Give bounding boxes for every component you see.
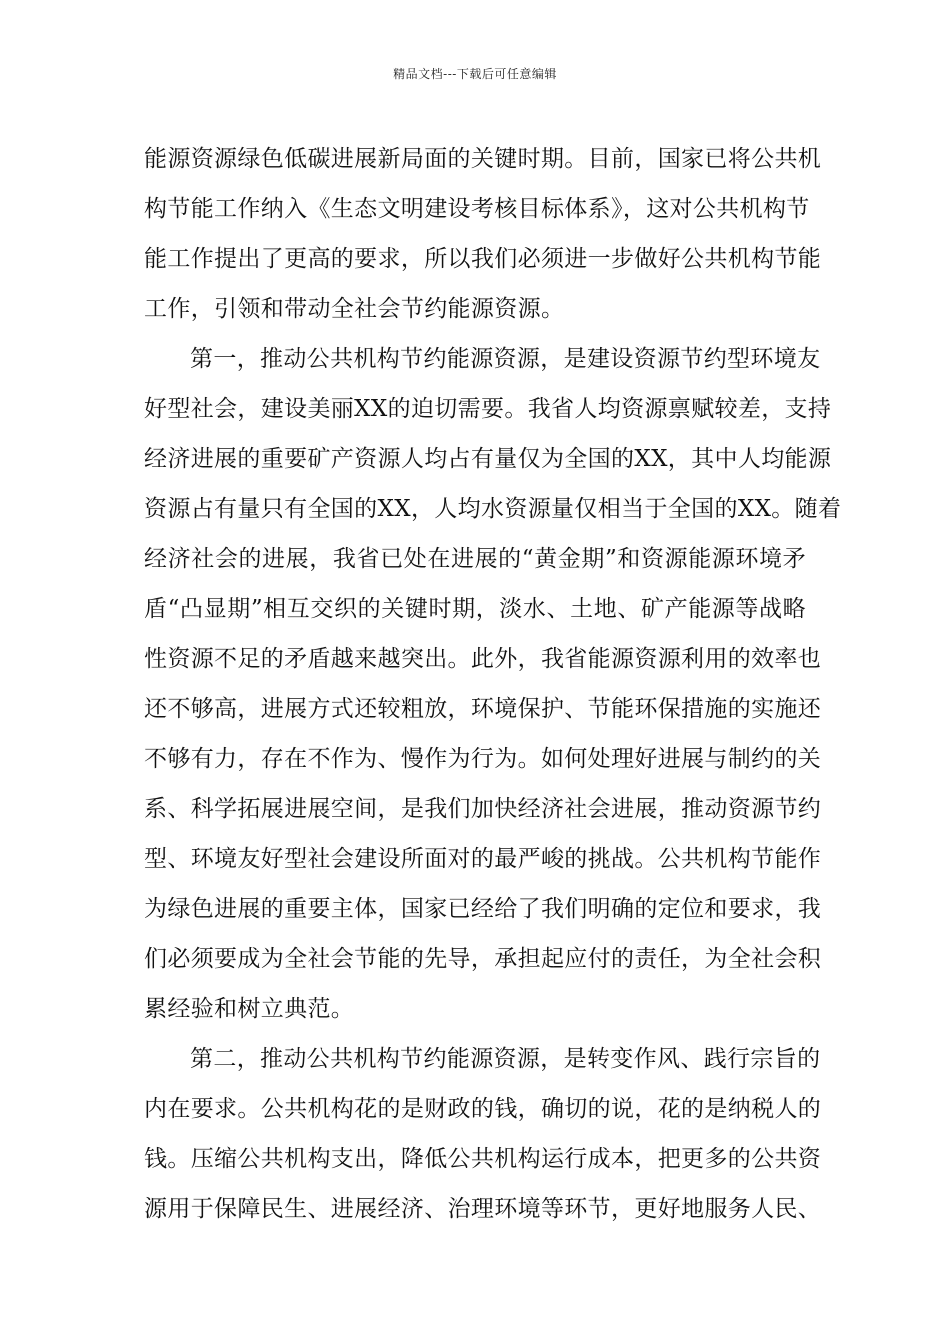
page-header: 精品文档---下载后可任意编辑 (393, 67, 557, 81)
text-line: 内在要求。公共机构花的是财政的钱，确切的说，花的是纳税人的 (144, 1096, 822, 1122)
text-line: 构节能工作纳入《生态文明建设考核目标体系》，这对公共机构节 (144, 196, 810, 222)
text-line: 资源占有量只有全国的XX，人均水资源量仅相当于全国的XX。随着 (144, 496, 842, 522)
text-line: 为绿色进展的重要主体，国家已经给了我们明确的定位和要求，我 (144, 896, 822, 922)
document-body (144, 134, 842, 1234)
text-line: 第二，推动公共机构节约能源资源，是转变作风、践行宗旨的 (190, 1046, 821, 1072)
text-line: 盾“凸显期”相互交织的关键时期，淡水、土地、矿产能源等战略 (144, 596, 806, 622)
text-line: 工作，引领和带动全社会节约能源资源。 (144, 296, 565, 322)
text-line: 能工作提出了更高的要求，所以我们必须进一步做好公共机构节能 (144, 246, 822, 272)
text-line: 们必须要成为全社会节能的先导，承担起应付的责任，为全社会积 (144, 946, 822, 972)
paragraph (144, 134, 822, 334)
text-line: 经济进展的重要矿产资源人均占有量仅为全国的XX，其中人均能源 (144, 446, 832, 472)
text-line: 钱。压缩公共机构支出，降低公共机构运行成本，把更多的公共资 (144, 1146, 822, 1172)
paragraph (144, 334, 842, 1034)
text-line: 源用于保障民生、进展经济、治理环境等环节，更好地服务人民、 (144, 1196, 822, 1222)
text-line: 性资源不足的矛盾越来越突出。此外，我省能源资源利用的效率也 (144, 646, 822, 672)
text-line: 累经验和树立典范。 (144, 996, 355, 1022)
text-line: 型、环境友好型社会建设所面对的最严峻的挑战。公共机构节能作 (144, 846, 822, 872)
text-line: 系、科学拓展进展空间，是我们加快经济社会进展，推动资源节约 (144, 796, 822, 822)
text-line: 不够有力，存在不作为、慢作为行为。如何处理好进展与制约的关 (144, 746, 822, 772)
text-line: 经济社会的进展，我省已处在进展的“黄金期”和资源能源环境矛 (144, 546, 806, 572)
text-line: 还不够高，进展方式还较粗放，环境保护、节能环保措施的实施还 (144, 696, 822, 722)
text-line: 好型社会，建设美丽XX的迫切需要。我省人均资源禀赋较差，支持 (144, 396, 832, 422)
paragraph (144, 1034, 822, 1234)
text-line: 能源资源绿色低碳进展新局面的关键时期。目前，国家已将公共机 (144, 146, 822, 172)
text-line: 第一，推动公共机构节约能源资源，是建设资源节约型环境友 (190, 346, 821, 372)
